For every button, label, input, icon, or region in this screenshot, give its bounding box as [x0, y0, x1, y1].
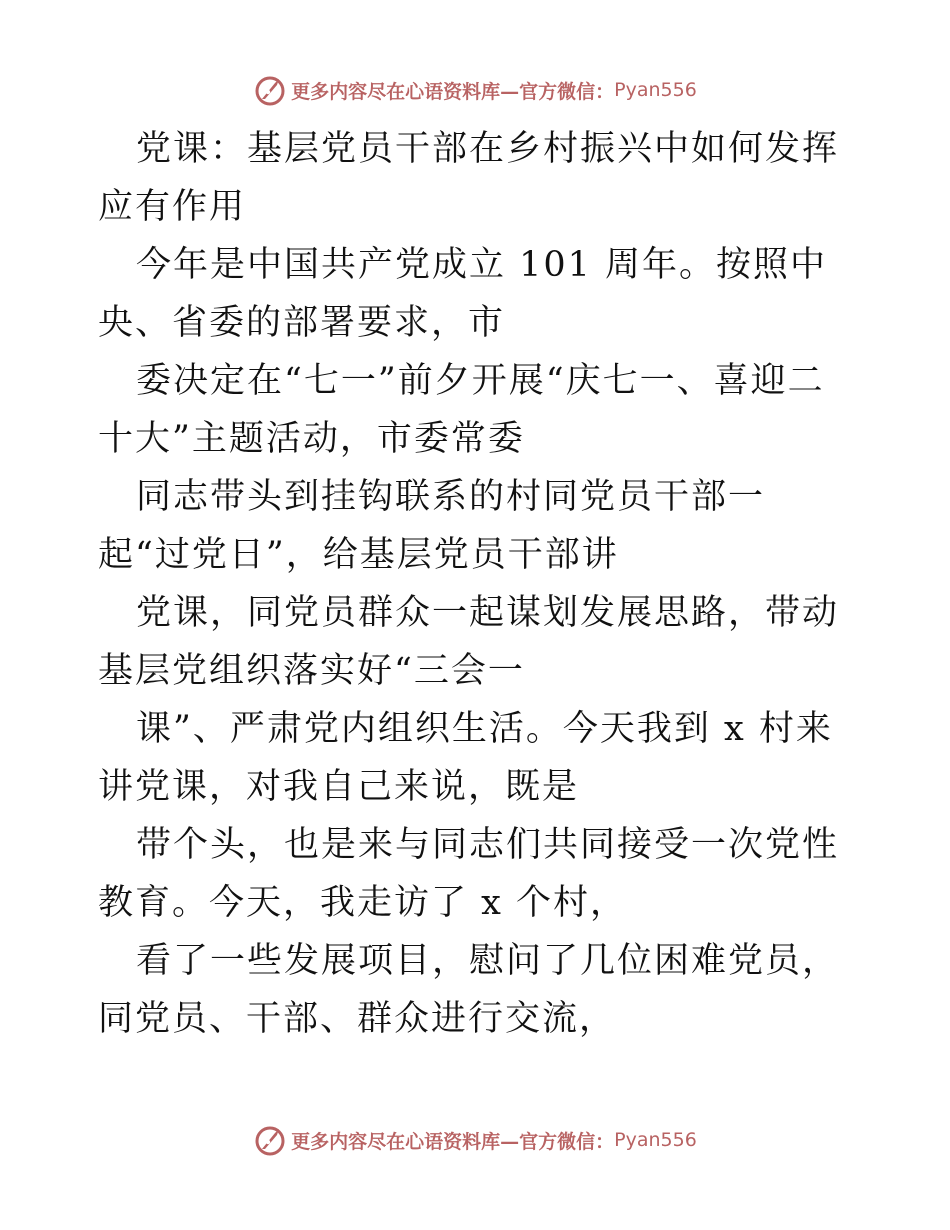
paragraph: 委决定在“七一”前夕开展“庆七一、喜迎二十大”主题活动，市委常委 [98, 361, 825, 459]
header-banner [0, 70, 950, 110]
quill-pen-circle-icon [253, 1123, 287, 1157]
header-banner-wechat: Pyan556 [614, 79, 697, 101]
paragraph: 带个头，也是来与同志们共同接受一次党性教育。今天，我走访了 x 个村， [98, 825, 840, 923]
paragraph: 课”、严肃党内组织生活。今天我到 x 村来讲党课，对我自己来说，既是 [98, 709, 833, 807]
paragraph: 同志带头到挂钩联系的村同党员干部一起“过党日”，给基层党员干部讲 [98, 477, 766, 575]
paragraph: 今年是中国共产党成立 101 周年。按照中央、省委的部署要求，市 [98, 245, 828, 343]
document-body [98, 120, 858, 1048]
paragraph: 党课，同党员群众一起谋划发展思路，带动基层党组织落实好“三会一 [98, 593, 840, 691]
footer-banner-wechat: Pyan556 [614, 1129, 697, 1151]
footer-banner [0, 1120, 950, 1160]
header-banner-text: 更多内容尽在心语资料库—官方微信： [291, 80, 615, 103]
quill-pen-circle-icon [253, 73, 287, 107]
paragraph: 看了一些发展项目，慰问了几位困难党员，同党员、干部、群众进行交流， [98, 941, 840, 1039]
footer-banner-text: 更多内容尽在心语资料库—官方微信： [291, 1130, 615, 1153]
document-title: 党课：基层党员干部在乡村振兴中如何发挥应有作用 [98, 129, 840, 227]
